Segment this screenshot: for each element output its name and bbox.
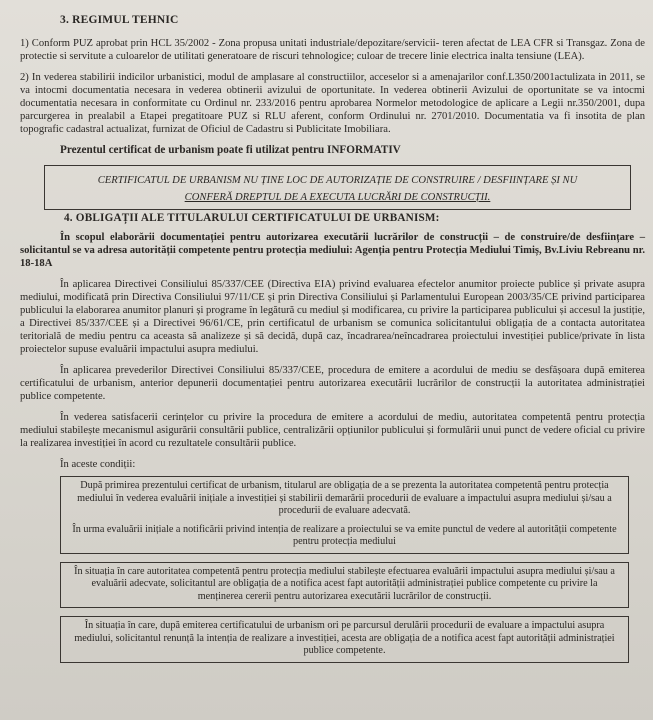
conditions-label: În aceste condiții: [60,459,136,470]
technical-regime-paragraph-2: 2) In vederea stabilirii indicilor urbanistici, modul de amplasare al constructiilor, acceselor si a amenajarilor conf.L350/2001actulizata in 2011, se va intocmi documentatia necesara in vederea obtinerii avizului de oportunitate. In vederea obtinerii Avizului de oportunitate se va intocmi documentatia necesara in conformitate cu Ordinul nr. 233/2016 pentru aprobarea Normelor metodologice de aplicare a Legii nr.350/2001, dupa parcurgerea in prealabil a Etapei pregatitoare PUZ si RLU aferent, conform Ordinului nr. 2701/2010. Documentatia va fi insotita de plan topografic cadastral actualizat, furnizat de Oficiul de Cadastru si Publicitate Imobiliara. [20,72,645,135]
condition-box-1 [60,476,629,554]
certificate-notice-box [44,165,631,210]
condition-box-3-text: În situația în care, după emiterea certificatului de urbanism ori pe parcursul derulării procedurii de evaluare a impactului asupra mediului, solicitantul renunță la intenția de realizare a investiției, acesta are obligația de a notifica acest fapt autorității administrației publice competente. [74,620,615,656]
public-consultation-paragraph: În vederea satisfacerii cerințelor cu privire la procedura de emitere a acordului de mediu, autoritatea competentă pentru protecția mediului stabilește mecanismul asigurării consultării publice, centralizării opțiunilor publicului și formulării unui punct de vedere oficial cu privire la realizarea investiției în acord cu rezultatele consultării publice. [20,412,645,449]
certificate-usage-line: Prezentul certificat de urbanism poate fi utilizat pentru INFORMATIV [60,144,401,156]
condition-box-1-text-a: După primirea prezentului certificat de urbanism, titularul are obligația de a se prezenta la autoritatea competentă pentru protecția mediului în vederea evaluării inițiale a investiției și stabilirii demarării procedurii de evaluare a impactului asupra mediului și/sau a procedurii de evaluare adecvată. [77,480,612,516]
eia-directive-paragraph: În aplicarea Directivei Consiliului 85/337/CEE (Directiva EIA) privind evaluarea efectelor anumitor proiecte publice și private asupra mediului, modificată prin Directiva Consiliului 97/11/CE și prin Directiva Consiliului și Parlamentului European 2003/35/CE privind participarea publicului la elaborarea anumitor planuri și programe în legătură cu mediul și modificarea, cu privire la participarea publicului și accesul la justiție, a Directivei 85/337/CEE și a Directivei 96/61/CE, prin certificatul de urbanism se comunica solicitantului obligația de a contacta autoritatea teritorială de mediu pentru ca aceasta să analizeze și să decidă, după caz, încadrarea/neîncadrarea proiectului investiției publice/private în lista proiectelor supuse evaluării impactului asupra mediului. [20,279,645,355]
section-4-heading: 4. OBLIGAȚII ALE TITULARULUI CERTIFICATULUI DE URBANISM: [64,212,440,224]
environmental-procedure-paragraph: În aplicarea prevederilor Directivei Consiliului 85/337/CEE, procedura de emitere a acordului de mediu se desfășoara după emiterea certificatului de urbanism, anterior depunerii documentației pentru autorizarea executării lucrărilor de construcții la autoritatea administrației publice competente. [20,365,645,402]
condition-box-2 [60,562,629,609]
condition-box-3 [60,616,629,663]
technical-regime-paragraph-1: 1) Conform PUZ aprobat prin HCL 35/2002 - Zona propusa unitati industriale/depozitare/servicii- teren afectat de LEA CFR si Transgaz. Zona de protectie si servitute a culoarelor de utilitati generatoare de riscuri tehnologice; culoar de trecere linie electrica inalta tensiune (LEA). [20,38,645,62]
condition-box-2-text: În situația în care autoritatea competentă pentru protecția mediului stabilește efectuarea evaluării impactului asupra mediului și/sau a evaluării adecvate, solicitantul are obligația de a notifica acest fapt autorității administrației publice competente cu privire la menținerea cererii pentru autorizarea executării lucrărilor de construcții. [74,565,615,602]
section-3-heading: 3. REGIMUL TEHNIC [60,14,179,26]
certificate-notice-line-2: CONFERĂ DREPTUL DE A EXECUTA LUCRĂRI DE CONSTRUCȚII. [184,192,491,203]
environment-authority-intro: În scopul elaborării documentației pentru autorizarea executării lucrărilor de construcții – de construire/de desființare – solicitantul se va adresa autorității competente pentru protecția mediului: Agenția pentru Protecția Mediului Timiș, Bv.Liviu Rebreanu nr. 18-18A [20,232,645,269]
condition-box-1-text-b: În urma evaluării inițiale a notificării privind intenția de realizare a proiectului se va emite punctul de vedere al autorității competente pentru protecția mediului [72,523,617,547]
certificate-notice-line-1: CERTIFICATUL DE URBANISM NU ȚINE LOC DE AUTORIZAȚIE DE CONSTRUIRE / DESFIINȚARE ȘI NU [97,175,578,186]
